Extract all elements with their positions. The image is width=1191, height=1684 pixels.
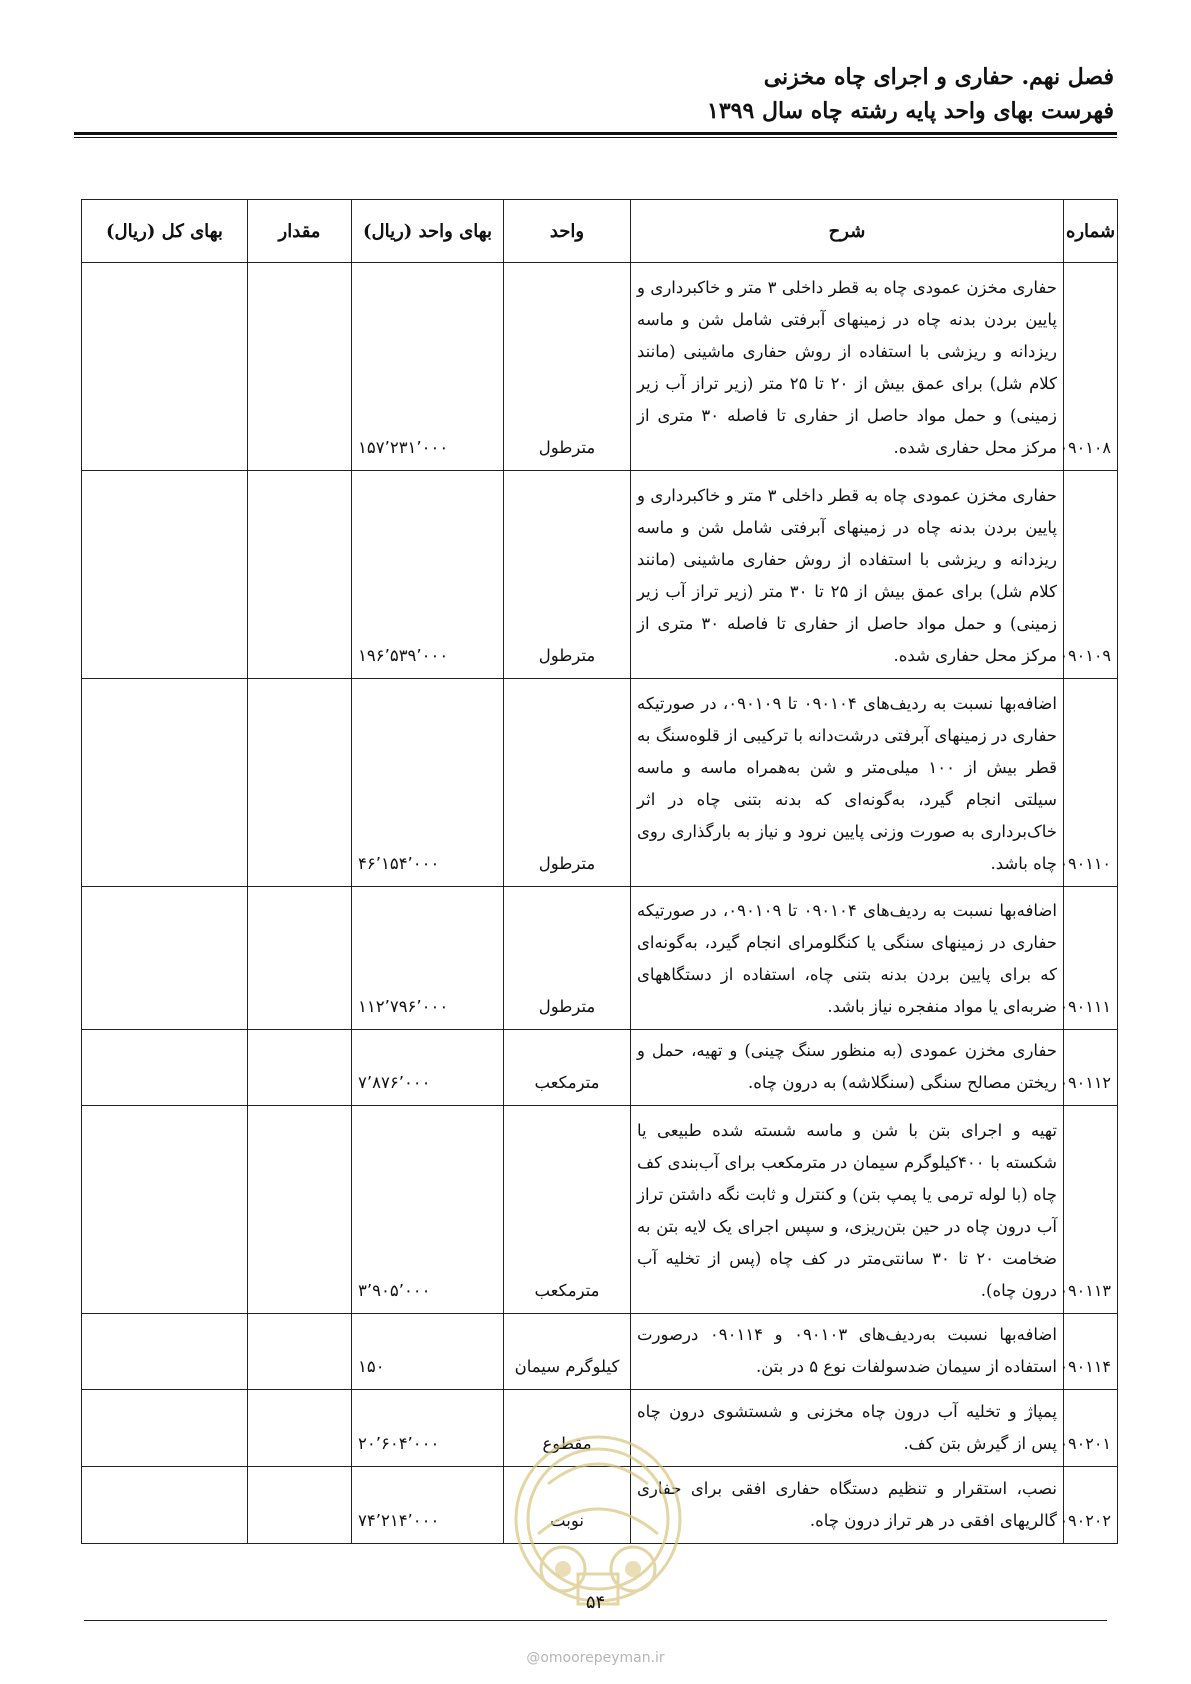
row-quantity xyxy=(248,1106,352,1314)
row-total xyxy=(82,471,248,679)
footer-rule xyxy=(84,1620,1107,1621)
table-row xyxy=(82,1467,1118,1544)
row-description: پمپاژ و تخلیه آب درون چاه مخزنی و شستشوی درون چاه پس از گیرش بتن کف. xyxy=(631,1390,1064,1467)
row-unit: مترطول xyxy=(504,471,631,679)
row-unit: مترطول xyxy=(504,679,631,887)
row-unit: مترطول xyxy=(504,887,631,1030)
page-number: ۵۴ xyxy=(585,1592,606,1613)
row-number: ۰۹۰۱۰۸ xyxy=(1064,263,1118,471)
table-row xyxy=(82,1390,1118,1467)
row-quantity xyxy=(248,1390,352,1467)
table-row xyxy=(82,1106,1118,1314)
row-total xyxy=(82,679,248,887)
row-total xyxy=(82,1467,248,1544)
row-total xyxy=(82,263,248,471)
column-header-number: شماره xyxy=(1064,200,1118,263)
column-header-total: بهای کل (ریال) xyxy=(82,200,248,263)
row-description: حفاری مخزن عمودی چاه به قطر داخلی ۳ متر و خاکبرداری و پایین بردن بدنه چاه در زمینهای آبرفتی شامل شن و ماسه ریزدانه و ریزشی با استفاده از روش حفاری ماشینی (مانند کلام شل) برای عمق بیش از ۲۰ تا ۲۵ متر (زیر تراز آب زیر زمینی) و حمل مواد حاصل از حفاری تا فاصله ۳۰ متری از مرکز محل حفاری شده. xyxy=(631,263,1064,471)
row-total xyxy=(82,1030,248,1106)
row-unit: کیلوگرم سیمان xyxy=(504,1314,631,1390)
table-row xyxy=(82,471,1118,679)
row-unit-price: ۲۰٬۶۰۴٬۰۰۰ xyxy=(352,1390,504,1467)
price-list-table xyxy=(81,199,1118,1544)
row-number: ۰۹۰۲۰۲ xyxy=(1064,1467,1118,1544)
table-row xyxy=(82,1314,1118,1390)
row-number: ۰۹۰۱۱۳ xyxy=(1064,1106,1118,1314)
table-row xyxy=(82,679,1118,887)
row-number: ۰۹۰۱۱۴ xyxy=(1064,1314,1118,1390)
column-header-quantity: مقدار xyxy=(248,200,352,263)
row-number: ۰۹۰۱۱۱ xyxy=(1064,887,1118,1030)
header-rule-thick xyxy=(74,132,1117,135)
table-header-row xyxy=(82,200,1118,263)
column-header-unit: واحد xyxy=(504,200,631,263)
row-total xyxy=(82,1106,248,1314)
table-row xyxy=(82,887,1118,1030)
row-unit-price: ۱۵۷٬۲۳۱٬۰۰۰ xyxy=(352,263,504,471)
row-unit-price: ۱۵۰ xyxy=(352,1314,504,1390)
row-number: ۰۹۰۲۰۱ xyxy=(1064,1390,1118,1467)
page-header xyxy=(77,60,1114,128)
column-header-unit-price: بهای واحد (ریال) xyxy=(352,200,504,263)
row-total xyxy=(82,887,248,1030)
row-number: ۰۹۰۱۱۰ xyxy=(1064,679,1118,887)
row-unit-price: ۷۴٬۲۱۴٬۰۰۰ xyxy=(352,1467,504,1544)
row-description: تهیه و اجرای بتن با شن و ماسه شسته شده طبیعی یا شکسته با ۴۰۰کیلوگرم سیمان در مترمکعب برای آب‌بندی کف چاه (با لوله ترمی یا پمپ بتن) و کنترل و ثابت نگه داشتن تراز آب درون چاه در حین بتن‌ریزی، و سپس اجرای یک لایه بتن به ضخامت ۲۰ تا ۳۰ سانتی‌متر در کف چاه (پس از تخلیه آب درون چاه). xyxy=(631,1106,1064,1314)
row-unit-price: ۱۹۶٬۵۳۹٬۰۰۰ xyxy=(352,471,504,679)
row-unit-price: ۱۱۲٬۷۹۶٬۰۰۰ xyxy=(352,887,504,1030)
row-unit: مترمکعب xyxy=(504,1106,631,1314)
row-quantity xyxy=(248,1314,352,1390)
chapter-title: فصل نهم. حفاری و اجرای چاه مخزنی xyxy=(763,64,1114,90)
row-description: اضافه‌بها نسبت به ردیف‌های ۰۹۰۱۰۴ تا ۰۹۰۱۰۹، در صورتیکه حفاری در زمینهای سنگی یا کنگلومرای انجام گیرد، به‌گونه‌ای که برای پایین بردن بدنه بتنی چاه، استفاده از دستگاههای ضربه‌ای یا مواد منفجره نیاز باشد. xyxy=(631,887,1064,1030)
document-subtitle: فهرست بهای واحد پایه رشته چاه سال ۱۳۹۹ xyxy=(707,98,1114,124)
row-quantity xyxy=(248,887,352,1030)
row-quantity xyxy=(248,471,352,679)
row-unit: مترطول xyxy=(504,263,631,471)
row-description: اضافه‌بها نسبت به‌ردیف‌های ۰۹۰۱۰۳ و ۰۹۰۱۱۴ درصورت استفاده از سیمان ضدسولفات نوع ۵ در بتن. xyxy=(631,1314,1064,1390)
row-number: ۰۹۰۱۱۲ xyxy=(1064,1030,1118,1106)
header-rule-thin xyxy=(74,137,1117,138)
row-unit: مقطوع xyxy=(504,1390,631,1467)
row-unit: نوبت xyxy=(504,1467,631,1544)
table-row xyxy=(82,1030,1118,1106)
row-unit-price: ۴۶٬۱۵۴٬۰۰۰ xyxy=(352,679,504,887)
row-unit: مترمکعب xyxy=(504,1030,631,1106)
row-description: اضافه‌بها نسبت به ردیف‌های ۰۹۰۱۰۴ تا ۰۹۰۱۰۹، در صورتیکه حفاری در زمینهای آبرفتی درشت‌دانه با ترکیبی از قلوه‌سنگ به قطر بیش از ۱۰۰ میلی‌متر و شن به‌همراه ماسه و ماسه سیلتی انجام گیرد، به‌گونه‌ای که بدنه بتنی چاه در اثر خاک‌برداری به صورت وزنی پایین نرود و نیاز به بارگذاری روی چاه باشد. xyxy=(631,679,1064,887)
row-unit-price: ۷٬۸۷۶٬۰۰۰ xyxy=(352,1030,504,1106)
watermark-text: @omoorepeyman.ir xyxy=(526,1650,665,1666)
column-header-description: شرح xyxy=(631,200,1064,263)
row-total xyxy=(82,1314,248,1390)
row-quantity xyxy=(248,263,352,471)
row-quantity xyxy=(248,1030,352,1106)
table-row xyxy=(82,263,1118,471)
row-description: نصب، استقرار و تنظیم دستگاه حفاری افقی برای حفاری گالریهای افقی در هر تراز درون چاه. xyxy=(631,1467,1064,1544)
row-quantity xyxy=(248,679,352,887)
row-number: ۰۹۰۱۰۹ xyxy=(1064,471,1118,679)
row-unit-price: ۳٬۹۰۵٬۰۰۰ xyxy=(352,1106,504,1314)
row-description: حفاری مخزن عمودی (به منظور سنگ چینی) و تهیه، حمل و ریختن مصالح سنگی (سنگلاشه) به درون چاه. xyxy=(631,1030,1064,1106)
row-quantity xyxy=(248,1467,352,1544)
row-total xyxy=(82,1390,248,1467)
row-description: حفاری مخزن عمودی چاه به قطر داخلی ۳ متر و خاکبرداری و پایین بردن بدنه چاه در زمینهای آبرفتی شامل شن و ماسه ریزدانه و ریزشی با استفاده از روش حفاری ماشینی (مانند کلام شل) برای عمق بیش از ۲۵ تا ۳۰ متر (زیر تراز آب زیر زمینی) و حمل مواد حاصل از حفاری تا فاصله ۳۰ متری از مرکز محل حفاری شده. xyxy=(631,471,1064,679)
